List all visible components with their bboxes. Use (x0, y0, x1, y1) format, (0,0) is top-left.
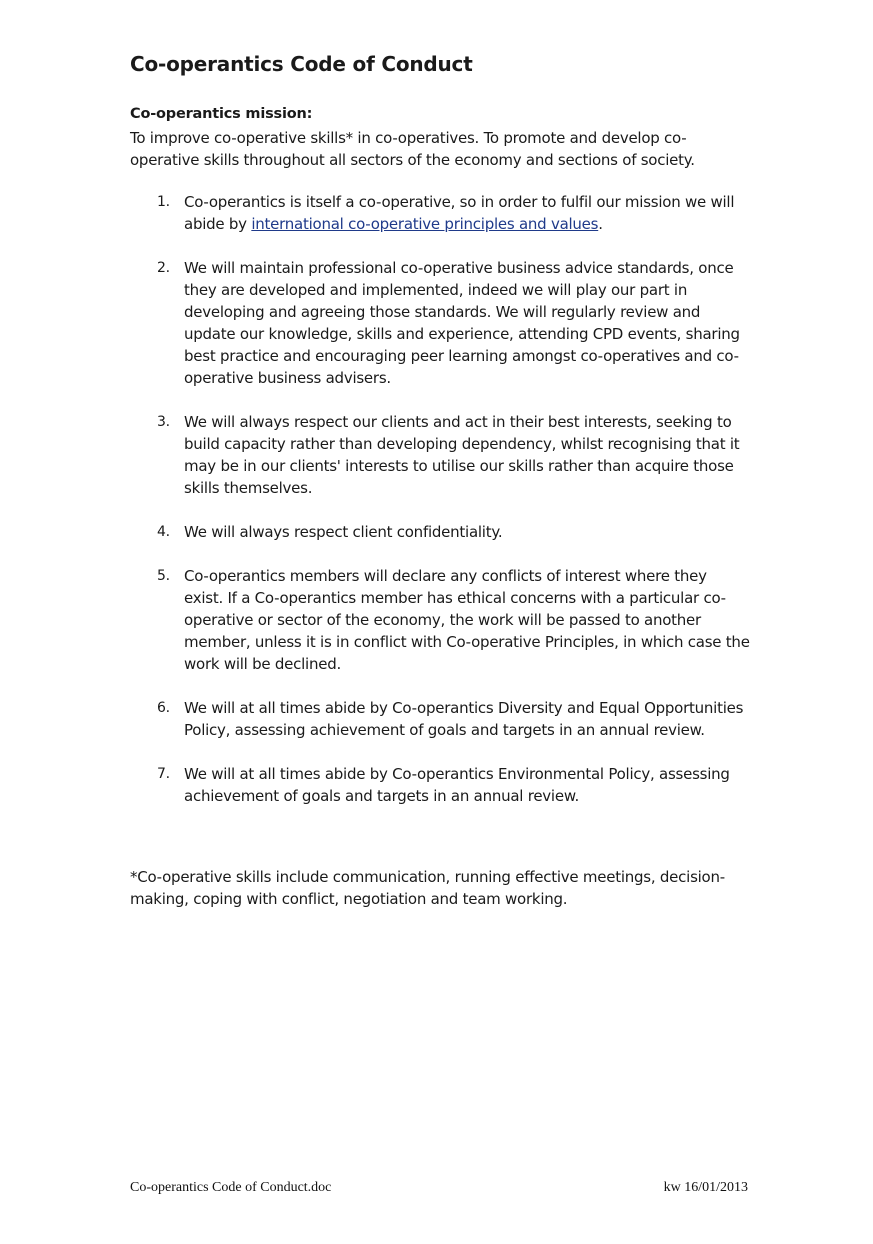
footer-filename: Co-operantics Code of Conduct.doc (130, 1180, 332, 1195)
principle-number: 2. (157, 260, 170, 276)
principle-number: 7. (157, 766, 170, 782)
principle-item-4 (130, 521, 750, 543)
mission-heading: Co-operantics mission: (130, 106, 313, 122)
principle-text: We will maintain professional co-operative business advice standards, once they are developed and implemented, indeed we will play our part in developing and agreeing those standards. We will regularly review and update our knowledge, skills and experience, attending CPD events, sharing best practice and encouraging peer learning amongst co-operatives and co-operative business advisers. (184, 259, 740, 387)
principle-number: 1. (157, 194, 170, 210)
principle-text: We will always respect client confidentiality. (184, 523, 503, 541)
principles-and-values-link[interactable]: international co-operative principles and values (251, 215, 599, 233)
document-title: Co-operantics Code of Conduct (130, 52, 473, 76)
principle-number: 3. (157, 414, 170, 430)
principle-item-5 (130, 565, 750, 675)
principle-number: 4. (157, 524, 170, 540)
principle-text: We will at all times abide by Co-operantics Environmental Policy, assessing achievement of goals and targets in an annual review. (184, 765, 730, 805)
principle-text: Co-operantics is itself a co-operative, so in order to fulfil our mission we will abide by (184, 193, 735, 233)
page-footer (130, 1180, 748, 1196)
principle-text: Co-operantics members will declare any conflicts of interest where they exist. If a Co-operantics member has ethical concerns with a particular co-operative or sector of the economy, the work will be passed to another member, unless it is in conflict with Co-operative Principles, in which case the work will be declined. (184, 567, 750, 673)
footnote: *Co-operative skills include communication, running effective meetings, decision-making, coping with conflict, negotiation and team working. (130, 868, 725, 908)
principle-item-2 (130, 257, 750, 389)
principle-item-3 (130, 411, 750, 499)
principle-number: 6. (157, 700, 170, 716)
principle-text: We will always respect our clients and act in their best interests, seeking to build capacity rather than developing dependency, whilst recognising that it may be in our clients' interests to utilise our skills rather than acquire those skills themselves. (184, 413, 740, 497)
mission-text: To improve co-operative skills* in co-operatives. To promote and develop co-operative skills throughout all sectors of the economy and sections of society. (130, 129, 695, 169)
principle-number: 5. (157, 568, 170, 584)
principle-item-6 (130, 697, 750, 741)
principle-item-7 (130, 763, 750, 807)
principle-text: We will at all times abide by Co-operantics Diversity and Equal Opportunities Policy, assessing achievement of goals and targets in an annual review. (184, 699, 744, 739)
footer-revision: kw 16/01/2013 (663, 1180, 748, 1195)
principles-list (130, 191, 750, 829)
principle-text-end: . (598, 215, 603, 233)
principle-item-1 (130, 191, 750, 235)
